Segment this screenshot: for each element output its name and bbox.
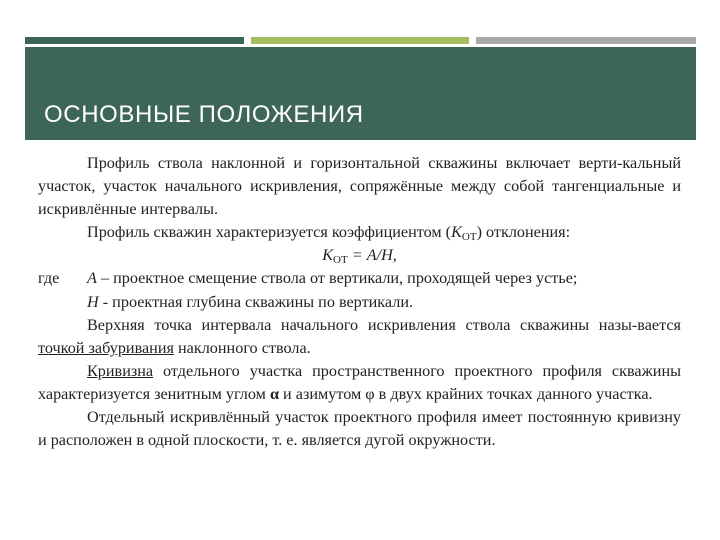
phi-symbol: φ — [365, 384, 375, 403]
accent-stripe-gray — [476, 37, 696, 44]
coefficient-text-after: ) отклонения: — [476, 223, 571, 242]
coefficient-subscript: ОТ — [461, 231, 477, 244]
formula-rest: = A/H, — [347, 246, 397, 265]
slide-body — [38, 152, 681, 452]
definition-a — [38, 267, 681, 290]
accent-stripe-green — [251, 37, 469, 44]
coefficient-symbol: K — [451, 223, 462, 242]
definition-a-desc: – проектное смещение ствола от вертикали, проходящей через устье; — [96, 269, 578, 288]
where-label: где — [38, 269, 60, 288]
curvature-term: Кривизна — [87, 361, 154, 380]
formula-k: K — [322, 246, 333, 265]
paragraph-kickoff-point — [38, 314, 681, 360]
page-title: ОСНОВНЫЕ ПОЛОЖЕНИЯ — [44, 101, 364, 128]
paragraph-profile: Профиль ствола наклонной и горизонтальной скважины включает верти-кальный участок, участок начального искривления, сопряжённые между собой тангенциальные и искривлённые интервалы. — [38, 154, 681, 219]
symbol-h: H — [87, 292, 99, 311]
coefficient-text-before: Профиль скважин характеризуется коэффициентом ( — [87, 223, 452, 242]
definition-a-text — [87, 267, 577, 290]
curvature-text-1: отдельного участка пространственного проектного профиля скважины характеризуется зенитным углом — [38, 361, 681, 403]
curvature-text-3: в двух крайних точках данного участка. — [374, 384, 653, 403]
definition-h — [38, 291, 681, 314]
formula — [38, 244, 681, 267]
curvature-text-2: и азимутом — [279, 384, 366, 403]
alpha-symbol: α — [269, 384, 279, 403]
title-banner — [25, 47, 696, 140]
accent-stripe-dark — [25, 37, 244, 44]
definition-h-desc: - проектная глубина скважины по вертикали. — [98, 292, 414, 311]
paragraph-coefficient — [38, 221, 681, 244]
symbol-a: A — [87, 269, 97, 288]
kickoff-point-term: точкой забуривания — [38, 338, 174, 357]
kickoff-text-after: наклонного ствола. — [173, 338, 311, 357]
paragraph-curvature — [38, 360, 681, 406]
kickoff-text-before: Верхняя точка интервала начального искривления ствола скважины назы-вается — [87, 315, 681, 334]
formula-subscript: ОТ — [333, 254, 348, 267]
paragraph-arc: Отдельный искривлённый участок проектного профиля имеет постоянную кривизну и расположен в одной плоскости, т. е. является дугой окружности. — [38, 408, 681, 450]
